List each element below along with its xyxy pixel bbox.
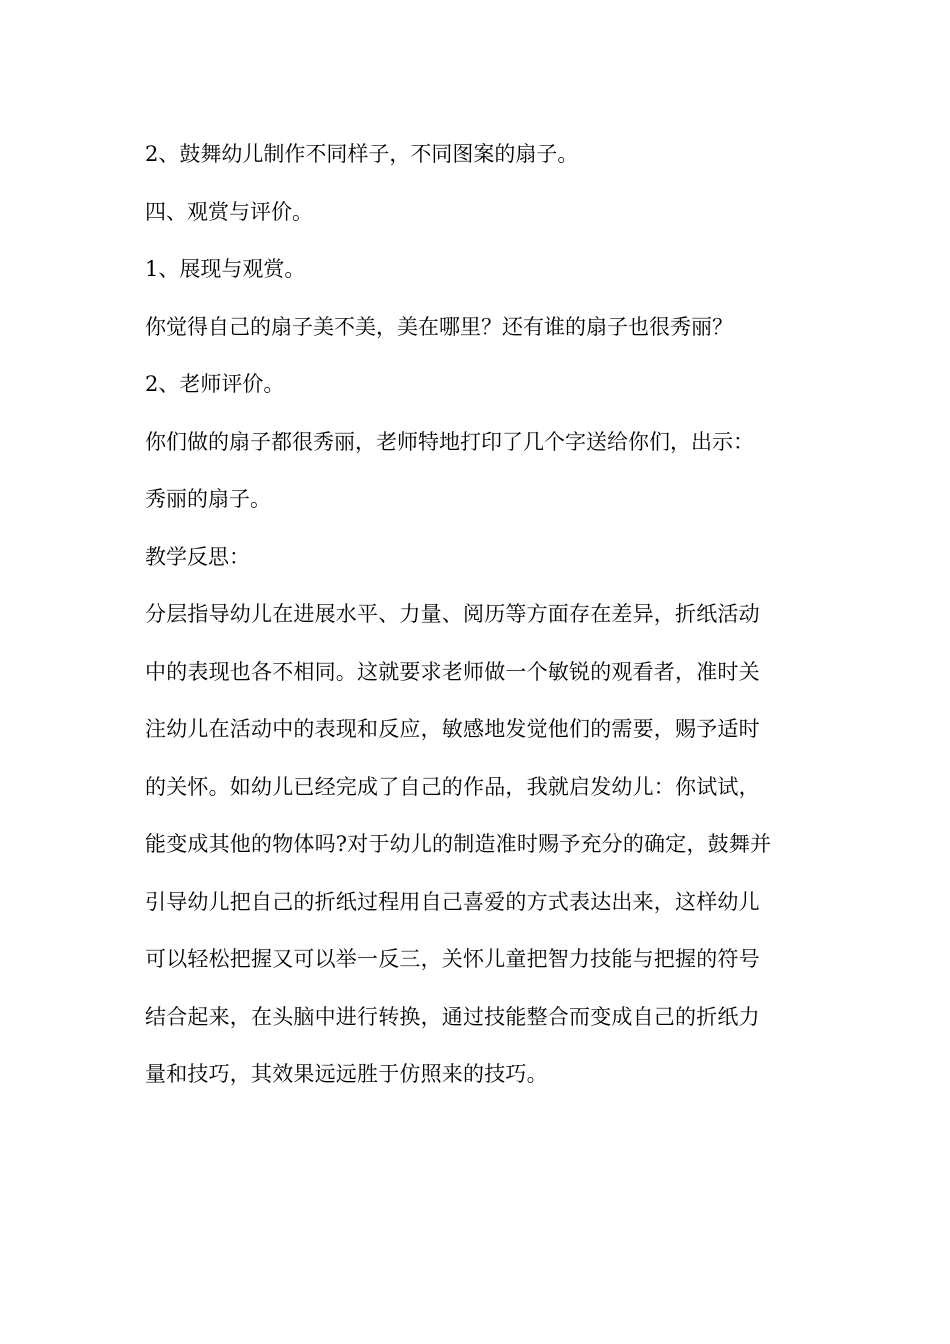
text-line: 你们做的扇子都很秀丽，老师特地打印了几个字送给你们，出示：	[145, 429, 754, 454]
reflection-paragraph	[145, 586, 810, 1104]
section-heading: 教学反思：	[145, 544, 250, 569]
paragraph-line: 注幼儿在活动中的表现和反应，敏感地发觉他们的需要，赐予适时	[145, 717, 760, 741]
text-line: 秀丽的扇子。	[145, 487, 271, 511]
paragraph-line: 结合起来，在头脑中进行转换，通过技能整合而变成自己的折纸力	[145, 1004, 760, 1029]
paragraph-line: 量和技巧，其效果远远胜于仿照来的技巧。	[145, 1062, 548, 1086]
text-line: 2、鼓舞幼儿制作不同样子，不同图案的扇子。	[145, 142, 579, 166]
paragraph-line: 中的表现也各不相同。这就要求老师做一个敏锐的观看者，准时关	[145, 659, 760, 684]
document-body	[145, 126, 810, 1104]
paragraph-line: 的关怀。如幼儿已经完成了自己的作品，我就启发幼儿：你试试，	[145, 774, 760, 799]
text-line: 你觉得自己的扇子美不美，美在哪里？还有谁的扇子也很秀丽？	[145, 314, 733, 339]
subsection-heading: 2、老师评价。	[145, 372, 285, 396]
paragraph-line: 能变成其他的物体吗?对于幼儿的制造准时赐予充分的确定，鼓舞并	[145, 832, 772, 856]
paragraph-line: 引导幼儿把自己的折纸过程用自己喜爱的方式表达出来，这样幼儿	[145, 889, 760, 914]
paragraph-line: 可以轻松把握又可以举一反三，关怀儿童把智力技能与把握的符号	[145, 947, 760, 971]
paragraph-line: 分层指导幼儿在进展水平、力量、阅历等方面存在差异，折纸活动	[145, 602, 760, 626]
section-heading: 四、观赏与评价。	[145, 199, 313, 224]
subsection-heading: 1、展现与观赏。	[145, 257, 306, 281]
